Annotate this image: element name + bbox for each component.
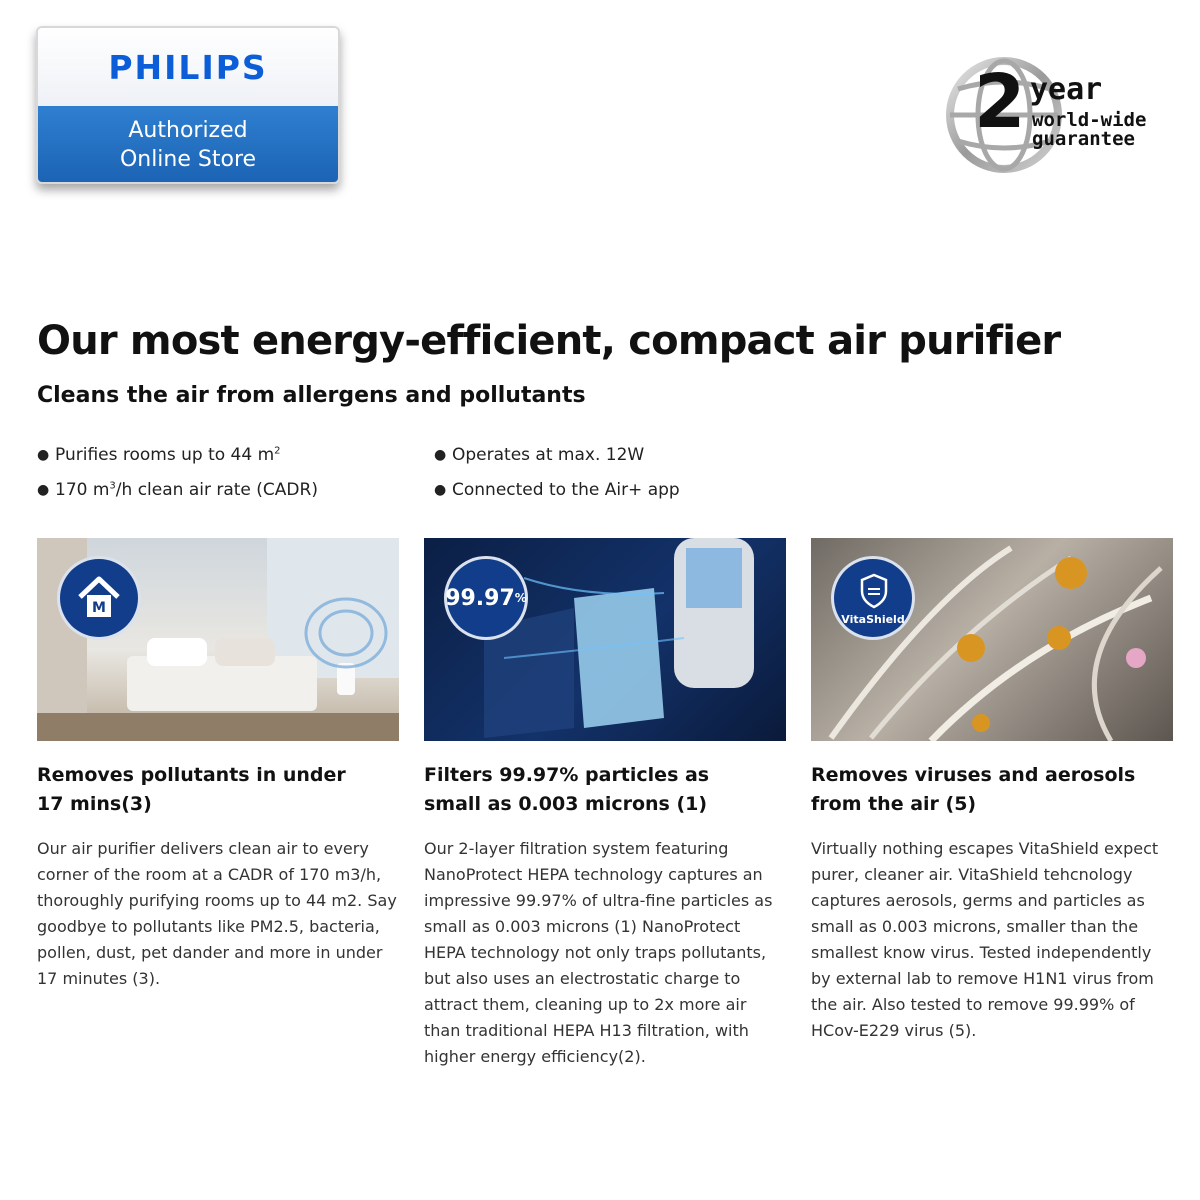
vitashield-badge bbox=[831, 556, 915, 640]
feature-item: ● Purifies rooms up to 44 $m^2$ bbox=[37, 445, 281, 465]
house-m-icon bbox=[72, 571, 126, 625]
room-size-badge bbox=[57, 556, 141, 640]
feature-item: ● 170 $m^3/h$ clean air rate (CADR) bbox=[37, 480, 318, 500]
feature-list-right bbox=[434, 444, 680, 514]
page-subtitle: Cleans the air from allergens and pollutants bbox=[37, 383, 586, 408]
feature-card-room bbox=[37, 538, 399, 992]
philips-logo: PHILIPS bbox=[108, 47, 268, 87]
feature-item: ● Connected to the Air+ app bbox=[434, 480, 680, 500]
bullet-icon: ● bbox=[434, 447, 447, 463]
svg-text:M: M bbox=[92, 600, 106, 616]
bedroom-image bbox=[37, 538, 399, 741]
card-body: Virtually nothing escapes VitaShield expect purer, cleaner air. VitaShield tehcnology captures aerosols, germs and particles as small as 0.003 microns, smaller than the smallest know virus. Tested independently by external lab to remove H1N1 virus from the air. Also tested to remove 99.99% of HCov-E229 virus (5). bbox=[811, 839, 1159, 1040]
philips-authorized-badge bbox=[36, 26, 340, 184]
virus-image bbox=[811, 538, 1173, 741]
guarantee-seal bbox=[944, 55, 1164, 175]
bullet-icon: ● bbox=[37, 482, 50, 498]
efficiency-badge: 99.97 % bbox=[444, 556, 528, 640]
badge-line-2: Online Store bbox=[119, 147, 257, 172]
feature-card-vitashield bbox=[811, 538, 1173, 1044]
guarantee-year: year bbox=[1030, 72, 1103, 107]
card-body: Our 2-layer filtration system featuring NanoProtect HEPA technology captures an impressive 99.97% of ultra-fine particles as small as 0.003 microns (1) NanoProtect HEPA technology not only traps pollutants, but also uses an electrostatic charge to attract them, cleaning up to 2x more air than traditional HEPA H13 filtration, with higher energy efficiency(2). bbox=[424, 839, 773, 1066]
guarantee-line-2: guarantee bbox=[1032, 128, 1135, 150]
card-title: Removes pollutants in under 17 mins(3) bbox=[37, 764, 346, 815]
filter-image bbox=[424, 538, 786, 741]
vitashield-icon bbox=[854, 571, 894, 611]
page-title: Our most energy-efficient, compact air purifier bbox=[37, 318, 1061, 364]
card-title: Filters 99.97% particles as small as 0.003 microns (1) bbox=[424, 764, 710, 815]
vitashield-label: VitaShield bbox=[841, 613, 905, 626]
card-title: Removes viruses and aerosols from the air (5) bbox=[811, 764, 1136, 815]
card-body: Our air purifier delivers clean air to every corner of the room at a CADR of 170 m3/h, thoroughly purifying rooms up to 44 m2. Say goodbye to pollutants like PM2.5, bacteria, pollen, dust, pet dander and more in under 17 minutes (3). bbox=[37, 839, 397, 988]
badge-caption bbox=[38, 106, 338, 184]
guarantee-number: 2 bbox=[974, 59, 1026, 145]
feature-card-filtration bbox=[424, 538, 786, 1070]
badge-logo-area bbox=[38, 28, 338, 106]
guarantee-line-1: world-wide bbox=[1032, 109, 1147, 131]
badge-line-1: Authorized bbox=[128, 118, 248, 143]
bullet-icon: ● bbox=[434, 482, 447, 498]
bullet-icon: ● bbox=[37, 447, 50, 463]
feature-list-left bbox=[37, 444, 318, 514]
feature-item: ● Operates at max. 12W bbox=[434, 445, 645, 465]
